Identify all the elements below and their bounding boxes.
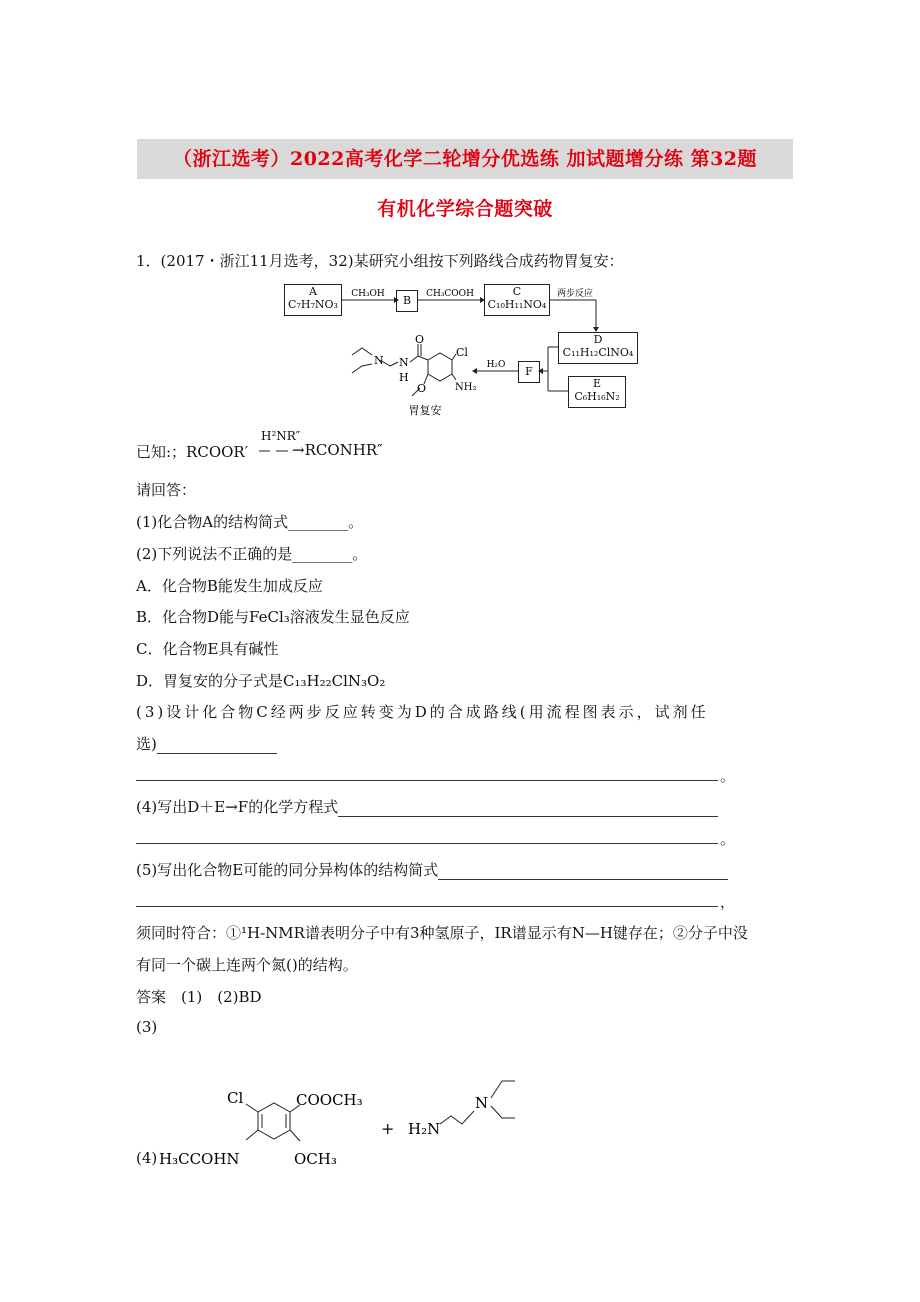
- q4: [136, 796, 718, 817]
- option-b: B．化合物D能与FeCl₃溶液发生显色反应: [136, 608, 410, 626]
- drug-nh2: NH₂: [455, 382, 477, 393]
- eq-h3ccohn: H₃CCOHN: [159, 1150, 240, 1168]
- compound-e-box: [568, 376, 626, 408]
- eq-cl: Cl: [227, 1089, 244, 1107]
- compound-e-label: E: [592, 377, 602, 390]
- ester-cooch3-bond: [290, 1105, 300, 1112]
- ester-nh-bond: [246, 1130, 258, 1140]
- methyl-bond: [412, 388, 420, 396]
- drug-h: H: [399, 371, 409, 384]
- drug-name: 胃复安: [408, 404, 442, 417]
- cl-bond: [452, 354, 456, 360]
- compound-f-box: F: [518, 361, 540, 383]
- q3-line1: (3)设计化合物C经两步反应转变为D的合成路线(用流程图表示，试剂任: [136, 703, 709, 721]
- known-prefix: 已知:；RCOOR′: [136, 443, 249, 461]
- drug-n-amine: N: [374, 354, 384, 367]
- reagent-ch3oh: CH₃OH: [351, 289, 385, 299]
- compound-c-formula: C₁₀H₁₁NO₄: [487, 298, 547, 311]
- arrowhead-f-drug: [472, 368, 477, 374]
- answer-3: (3): [136, 1018, 158, 1036]
- title-line-2: 有机化学综合题突破: [377, 198, 553, 220]
- drug-o-methoxy: O: [417, 382, 427, 395]
- q3-period: 。: [720, 767, 736, 785]
- q5-blank-inline: [438, 863, 728, 880]
- ask: 请回答：: [136, 481, 197, 499]
- compound-e-formula: C₆H₁₆N₂: [574, 390, 620, 403]
- q3-blank-inline: [157, 737, 277, 754]
- q2: (2)下列说法不正确的是________。: [136, 545, 368, 563]
- nh2-bond: [452, 374, 456, 380]
- drug-n-amide: N: [399, 356, 409, 369]
- known-product: →RCONHR″: [292, 441, 383, 459]
- methoxy-bond: [424, 374, 428, 384]
- q4-answer-line: [136, 843, 718, 844]
- ethyl-2: [352, 364, 372, 373]
- option-a: A．化合物B能发生加成反应: [136, 577, 323, 595]
- q5-text: (5)写出化合物E可能的同分异构体的结构简式: [136, 861, 439, 879]
- reagent-h2o: H₂O: [486, 360, 506, 370]
- ethyl-1: [352, 348, 372, 355]
- q5: [136, 859, 728, 880]
- eq-h2n: H₂N: [408, 1120, 441, 1138]
- reagent-ch3cooh: CH₃COOH: [426, 289, 474, 299]
- chain: [380, 360, 398, 366]
- eq-n: N: [475, 1094, 489, 1112]
- compound-a-label: A: [309, 285, 317, 298]
- benzene-ring: [428, 353, 452, 381]
- compound-d-box: [558, 332, 638, 364]
- ester-ring: [258, 1103, 290, 1139]
- compound-a-formula: C₇H₇NO₃: [288, 298, 338, 311]
- ring-link: [418, 356, 428, 360]
- condition-line1: 须同时符合：①¹H-NMR谱表明分子中有3种氢原子，IR谱显示有N—H键存在；②分子中没: [136, 924, 748, 942]
- option-d: D．胃复安的分子式是C₁₃H₂₂ClN₃O₂: [136, 672, 386, 690]
- amine-ethyl-1: [491, 1081, 515, 1098]
- eq-cooch3: COOCH₃: [296, 1091, 363, 1109]
- ester-och3-bond: [290, 1130, 300, 1141]
- question-intro: 1．(2017・浙江11月选考，32)某研究小组按下列路线合成药物胃复安：: [136, 252, 624, 270]
- title-line-1: （浙江选考）2022高考化学二轮增分优选练 加试题增分练 第32题: [137, 139, 793, 179]
- condition-line2: 有同一个碳上连两个氮()的结构。: [136, 956, 358, 974]
- reagent-two-steps: 两步反应: [556, 289, 594, 299]
- drug-structure: [352, 344, 456, 396]
- answer-line: 答案 (1) (2)BD: [136, 988, 262, 1006]
- compound-a-box: [284, 284, 342, 316]
- amine-chain: [440, 1111, 474, 1124]
- q5-answer-line: [136, 906, 718, 907]
- q1: (1)化合物A的结构简式________。: [136, 513, 364, 531]
- amine-ethyl-2: [491, 1106, 515, 1118]
- eq-plus: +: [381, 1119, 395, 1138]
- ester-structure: [246, 1103, 300, 1141]
- q5-comma: ，: [720, 893, 736, 911]
- compound-c-box: [484, 284, 550, 316]
- compound-b-box: B: [396, 290, 418, 312]
- compound-c-label: C: [512, 285, 522, 298]
- q4-period: 。: [720, 830, 736, 848]
- known-reagent: H²NR″: [261, 429, 301, 443]
- option-c: C．化合物E具有碱性: [136, 640, 279, 658]
- q3-line2: [136, 733, 277, 754]
- q4-text: (4)写出D＋E→F的化学方程式: [136, 798, 339, 816]
- q3-xuan: 选): [136, 735, 157, 753]
- amide-bond: [410, 356, 418, 362]
- drug-o-carbonyl: O: [415, 333, 425, 346]
- drug-cl: Cl: [456, 346, 468, 359]
- q4-blank-inline: [338, 800, 718, 817]
- q3-answer-line: [136, 780, 718, 781]
- eq-och3: OCH₃: [294, 1150, 337, 1168]
- ester-cl-bond: [246, 1104, 258, 1112]
- compound-d-label: D: [593, 333, 603, 346]
- compound-d-formula: C₁₁H₁₂ClNO₄: [562, 346, 634, 359]
- answer-4-label: (4): [136, 1149, 158, 1167]
- amine-structure: [440, 1081, 515, 1124]
